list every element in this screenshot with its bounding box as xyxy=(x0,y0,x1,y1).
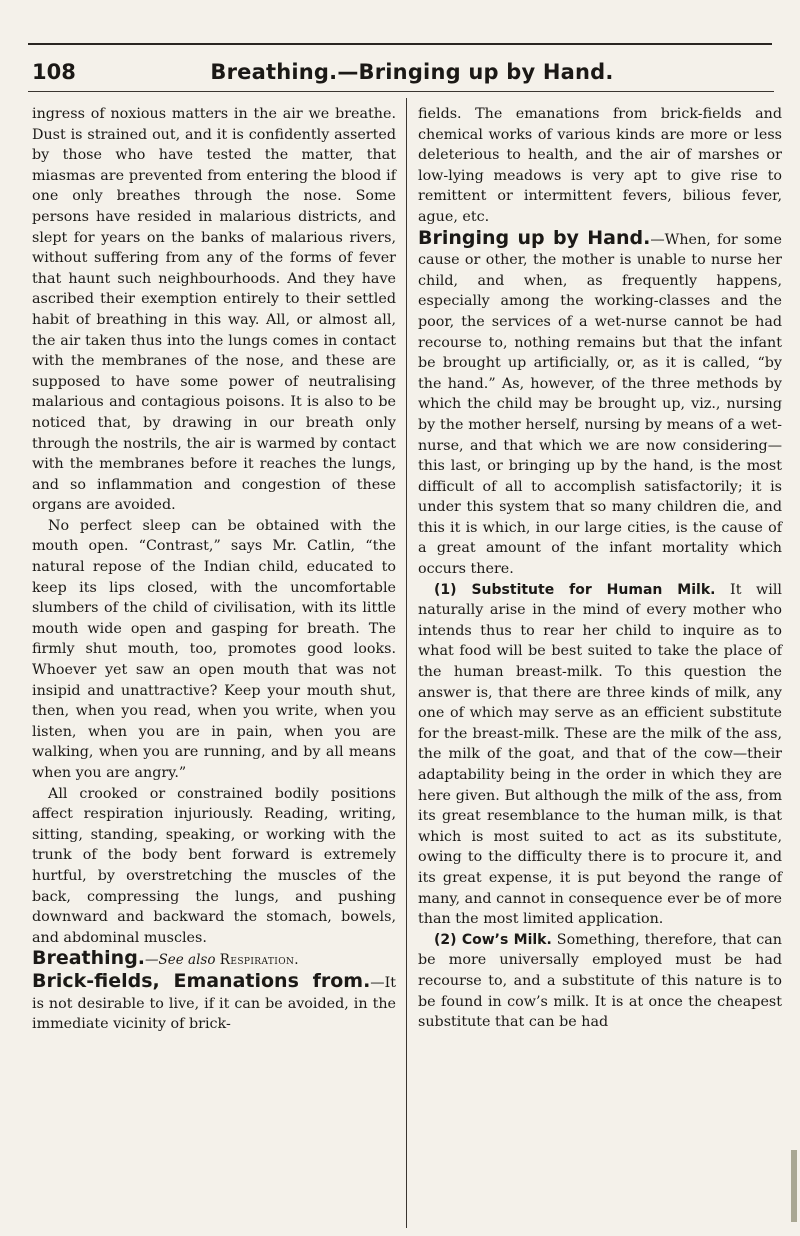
left-column xyxy=(32,104,396,1035)
paragraph: No perfect sleep can be obtained with the mouth open. “Contrast,” says Mr. Catlin, “the natural repose of the Indian child, educated to keep its lips closed, with the uncomfortable slumbers of the child of civilisation, with its little mouth wide open and gasping for breath. The firmly shut mouth, too, promotes good looks. Whoever yet saw an open mouth that was not insipid and unattractive? Keep your mouth shut, then, when you read, when you write, when you listen, when you are in pain, when you are walking, when you are running, and by all means when you are angry.” xyxy=(32,517,396,781)
subsection-text: Something, therefore, that can be more universally employed must be had recourse to, and a substitute of this nature is to be found in cow’s milk. It is at once the cheapest substitute that can be had xyxy=(418,931,783,1031)
subsection-heading: (2) Cow’s Milk. xyxy=(434,931,552,948)
entry-heading: Brick-fields, Emanations from. xyxy=(32,969,371,992)
entry-text: —When, for some cause or other, the mother is unable to nurse her child, and when, as frequently happens, especially among the working-classes and the poor, the services of a wet-nurse cannot be had recourse to, nothing remains but that the infant be brought up artificially, or, as it is called, “by the hand.” As, however, of the three methods by which the child may be brought up, viz., nursing by the mother herself, nursing by means of a wet-nurse, and that which we are now considering—this last, or bringing up by the hand, is the most difficult of all to accomplish satisfactorily; it is under this system that so many children die, and this it is which, in our large cities, is the cause of a great amount of the infant mortality which occurs there. xyxy=(418,231,782,578)
page-edge-mark xyxy=(791,1150,797,1222)
entry-bringing-up-by-hand xyxy=(418,228,782,580)
entry-brick-fields xyxy=(32,971,396,1035)
see-also: —See also Respiration. xyxy=(145,952,299,969)
paragraph: All crooked or constrained bodily positions affect respiration injuriously. Reading, writing, sitting, standing, speaking, or working with the trunk of the body bent forward is extremely hurtful, by overstretching the muscles of the back, compressing the lungs, and pushing downward and backward the stomach, bowels, and abdominal muscles. xyxy=(32,785,396,946)
page-number: 108 xyxy=(32,60,76,84)
page-header xyxy=(32,60,772,92)
top-rule xyxy=(28,43,772,45)
subsection-cows-milk xyxy=(418,930,782,1033)
entry-heading: Breathing. xyxy=(32,947,146,970)
running-head: Breathing.—Bringing up by Hand. xyxy=(210,60,614,84)
subsection-heading: (1) Substitute for Human Milk. xyxy=(434,581,716,598)
header-rule xyxy=(28,91,774,92)
column-divider xyxy=(406,98,407,1228)
paragraph: fields. The emanations from brick-fields and chemical works of various kinds are more or less deleterious to health, and the air of marshes or low-lying meadows is very apt to give rise to remittent or intermittent fevers, bilious fever, ague, etc. xyxy=(418,106,782,225)
entry-heading: Bringing up by Hand. xyxy=(418,226,651,249)
paragraph: ingress of noxious matters in the air we breathe. Dust is strained out, and it is confidently asserted by those who have tested the matter, that miasmas are prevented from entering the blood if one only breathes through the nose. Some persons have resided in malarious districts, and slept for years on the banks of malarious rivers, without suffering from any of the forms of fever that haunt such neighbourhoods. And they have ascribed their exemption entirely to their settled habit of breathing in this way. All, or almost all, the air taken thus into the lungs comes in contact with the membranes of the nose, and these are supposed to have some power of neutralising malarious and contagious poisons. It is also to be noticed that, by drawing in our breath only through the nostrils, the air is warmed by contact with the membranes before it reaches the lungs, and so inflammation and congestion of these organs are avoided. xyxy=(32,106,396,514)
entry-text: —It is not desirable to live, if it can be avoided, in the immediate vicinity of brick- xyxy=(32,974,396,1033)
cross-reference: Respiration. xyxy=(219,952,299,969)
subsection-text: It will naturally arise in the mind of every mother who intends thus to rear her child to inquire as to what food will be best suited to take the place of the human breast-milk. To this question the answer is, that there are three kinds of milk, any one of which may serve as an efficient substitute for the breast-milk. These are the milk of the ass, the milk of the goat, and that of the cow—their adaptability being in the order in which they are here given. But although the milk of the ass, from its great resemblance to the human milk, is that which is most suited to act as its substitute, owing to the difficulty there is to procure it, and its great expense, it is put beyond the range of many, and cannot in consequence ever be of more than the most limited application. xyxy=(418,581,782,928)
entry-breathing xyxy=(32,948,396,971)
subsection-substitute xyxy=(418,580,782,930)
right-column xyxy=(418,104,782,1033)
